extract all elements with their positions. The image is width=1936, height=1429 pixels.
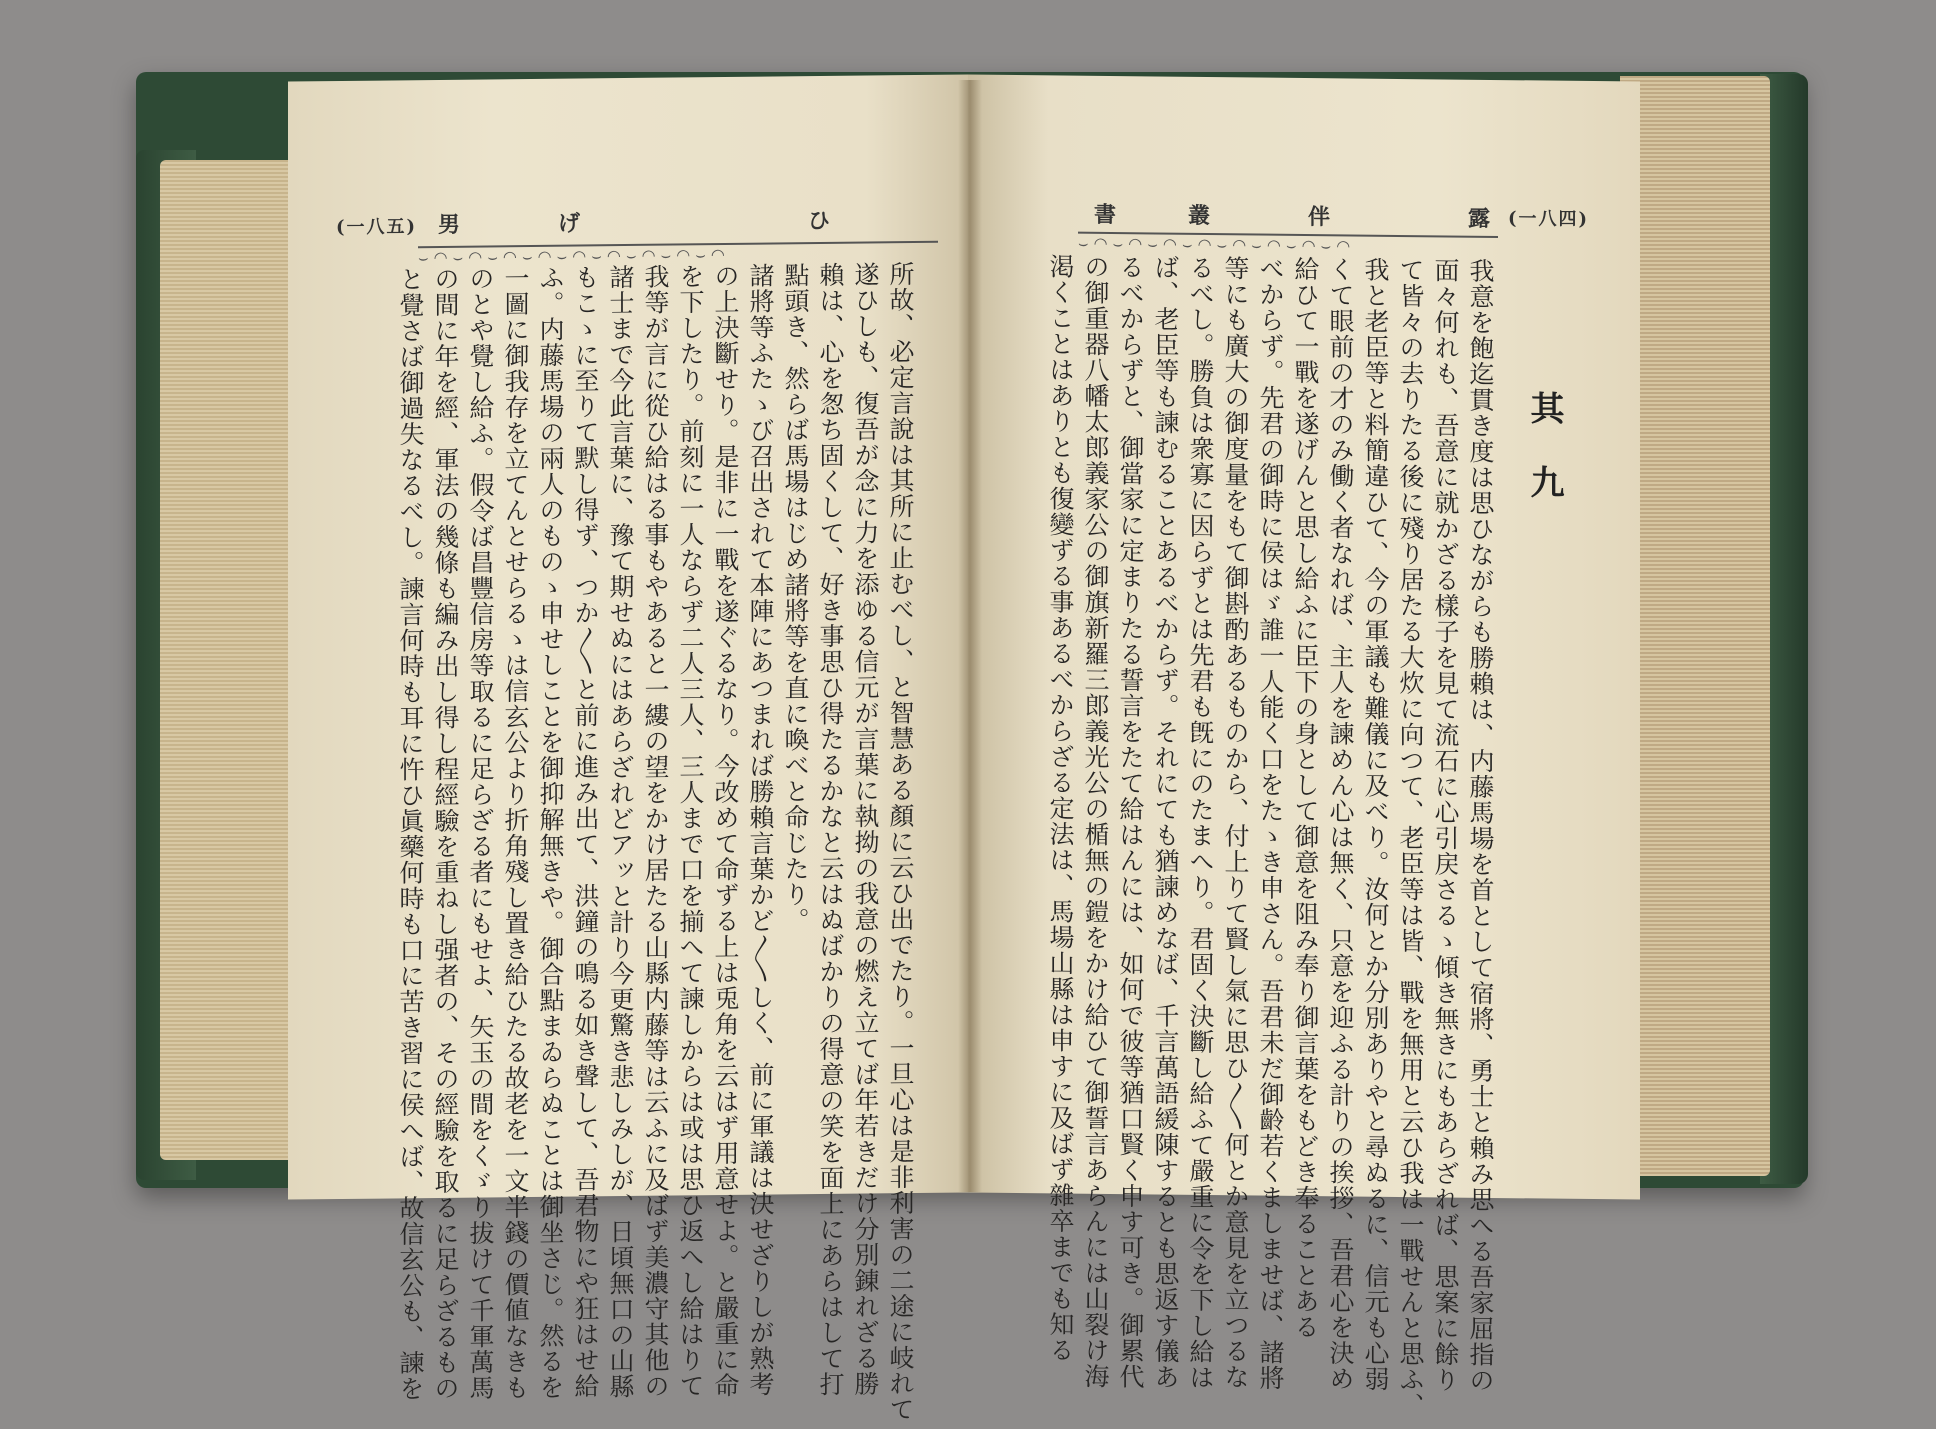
right-page — [968, 74, 1640, 1419]
left-text-column: 賴は、心を怱ち固くして、好き事思ひ得たるかなと云はぬばかりの得意の笑を面上にあらはして打 — [816, 261, 845, 1398]
left-page — [288, 74, 968, 1423]
left-page-number: (一八五) — [336, 216, 418, 239]
left-text-column: 一圖に御我存を立てんとせらるゝは信玄公より折角殘し置き給ひたる故老を一文半錢の價値なきも — [501, 265, 530, 1401]
right-text-column: て皆々の去りたる後に殘り居たる大炊に向つて、老臣等は皆、戰を無用と云ひ我は一戰せんと思ふ、 — [1396, 256, 1425, 1419]
right-text-column: 我意を飽迄貫き度は思ひながらも勝賴は、内藤馬場を首として宿將、勇士と賴み思へる吾家屈指の — [1466, 257, 1495, 1394]
left-text-column: 所故、必定言說は其所に止むべし、と智慧ある顏に云ひ出でたり。一旦心は是非利害の二途に岐れて — [886, 260, 915, 1423]
left-text-column: ふ。内藤馬場の兩人のものゝ申せしことを御抑解無きや。御合點まゐらぬことは御坐さじ。然るを — [536, 264, 565, 1401]
right-text-column: るべし。勝負は衆寡に因らずとは先君も旣にのたまへり。君固く決斷し給ふて嚴重に令を下し給は — [1186, 254, 1215, 1391]
left-text-column: 遂ひしも、復吾が念に力を添ゆる信元が言葉に執拗の我意の燃え立てば年若きだけ分別錬れざる勝 — [851, 261, 880, 1397]
right-text-column: の御重器八幡太郎義家公の御旗新羅三郎義光公の楯無の鎧をかけ給ひて御誓言あらんには山裂け海 — [1081, 253, 1110, 1390]
left-text-column: の間に年を經、軍法の幾條も編み出し得し程經驗を重ねし强者の、その經驗を取るに足らざるもの — [431, 265, 460, 1402]
right-text-column: 我と老臣等と料簡違ひて、今の軍議も難儀に及べり。汝何とか分別ありやと尋ぬるに、信元も心弱 — [1361, 256, 1390, 1393]
right-text-column: 給ひて一戰を遂げんと思し給ふに臣下の身として御意を阻み奉り御言葉をもどき奉ることある — [1291, 255, 1320, 1340]
left-text-column: もこゝに至りて默し得ず、つか〳〵と前に進み出て、洪鐘の鳴る如き聲して、吾君物にや狂はせ給 — [571, 264, 600, 1400]
right-text-column: 等にも廣大の御度量をもて御斟酌あるものから、付上りて賢し氣に思ひ〳〵何とか意見を立つるな — [1221, 255, 1250, 1390]
right-running-title-2: 伴 — [1308, 204, 1331, 231]
right-header-ornament: ⌣ ◠ ⌣ ◠ ⌣ ◠ ⌣ ◠ ⌣ ◠ ⌣ ◠ ⌣ ◠ ⌣ ◠ — [1078, 233, 1351, 256]
right-text-column: べからず。先君の御時に侯はゞ誰一人能く口をたゝき申さん。吾君未だ御齡若くましませば、諸將 — [1256, 255, 1285, 1392]
left-text-column: 諸士まで今此言葉に、豫て期せぬにはあらざれどアッと計り今更驚き悲しみしが、日頃無口の山縣 — [606, 263, 635, 1400]
left-text-column: のとや覺し給ふ。假令ば昌豐信房等取るに足らざる者にもせよ、矢玉の間をくゞり拔けて千軍萬馬 — [466, 265, 495, 1401]
right-text-column: くて眼前の才のみ働く者なれば、主人を諫めん心は無く、只意を迎ふる計りの挨拶、吾君心を決め — [1326, 256, 1355, 1392]
right-text-column: 面々何れも、吾意に就かざる樣子を見て流石に心引戻さるゝ傾き無きにもあらざれば、思案に餘り — [1431, 257, 1460, 1393]
right-text-column: ば、老臣等も諫むることあるべからず。それにても猶諫めなば、千言萬語緩陳するとも思返す儀あ — [1151, 254, 1180, 1390]
left-running-title-1: ひ — [808, 207, 831, 235]
right-text-column: 渇くことはありとも復變ずる事あるべからざる定法は、馬場山縣は申すに及ばず雜卒までも知る — [1046, 253, 1075, 1364]
page-block-right — [1620, 76, 1770, 1176]
section-heading: 其九 — [1524, 390, 1564, 539]
right-page-number: (一八四) — [1508, 208, 1590, 230]
right-running-title-4: 書 — [1094, 201, 1117, 229]
right-running-title-1: 露 — [1468, 205, 1491, 232]
left-text-column: 我等が言に從ひ給はる事もやあると一縷の望をかけ居たる山縣内藤等は云ふに及ばず美濃守其他の — [641, 263, 670, 1400]
right-text-column: るべからずと、御當家に定まりたる誓言をたて給はんには、如何で彼等猶口賢く申す可き。御累代 — [1116, 254, 1145, 1390]
left-text-column: の上決斷せり。是非に一戰を遂ぐるなり。今改めて命ずる上は兎角を云はず用意せよ。と嚴重に命 — [711, 262, 740, 1399]
left-text-column: を下したり。前刻に一人ならず二人三人、三人まで口を揃へて諫しからは或は思ひ返へし給はりて — [676, 263, 705, 1399]
left-running-title-2: げ — [558, 210, 581, 237]
left-header-ornament: ⌣ ◠ ⌣ ◠ ⌣ ◠ ⌣ ◠ ⌣ ◠ ⌣ ◠ ⌣ ◠ ⌣ ◠ ⌣ ◠ — [418, 244, 725, 268]
right-running-title-3: 叢 — [1188, 202, 1211, 230]
book-gutter — [958, 80, 982, 1192]
left-text-column: と覺さば御過失なるべし。諫言何時も耳に忤ひ眞藥何時も口に苦き習に侯へば、故信玄公も、諫を — [396, 266, 425, 1402]
left-running-title-3: 男 — [438, 211, 461, 238]
left-text-column: 點頭き、然らば馬場はじめ諸將等を直に喚べと命じたり。 — [781, 262, 810, 934]
left-text-column: 諸將等ふたゝび召出されて本陣にあつまれば勝賴言葉かど〳〵しく、前に軍議は決せざりしが熟考 — [746, 262, 775, 1398]
